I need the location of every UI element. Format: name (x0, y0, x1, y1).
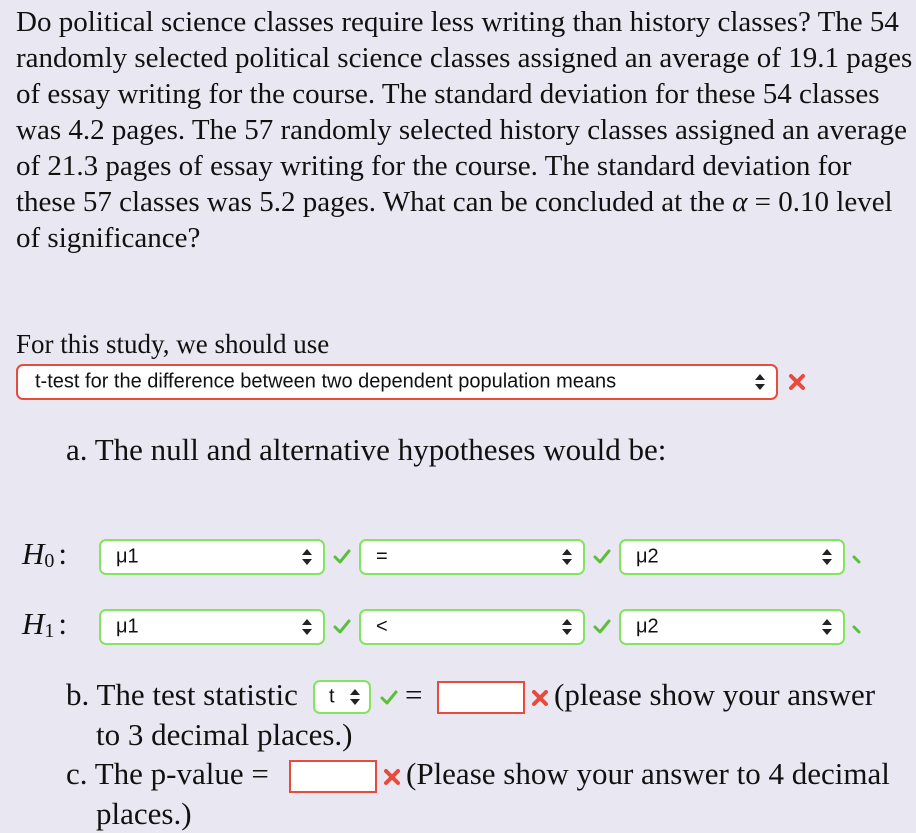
test-statistic-select[interactable] (313, 680, 371, 714)
select-arrows-icon (821, 548, 833, 566)
incorrect-icon (531, 689, 549, 707)
h0-left-select[interactable] (99, 539, 325, 575)
test-type-value: t-test for the difference between two dependent population means (35, 370, 617, 393)
test-statistic-value: t (329, 685, 335, 708)
part-c-instruction: (Please show your answer to 4 decimal (406, 756, 890, 791)
alpha-symbol: α (732, 186, 748, 218)
correct-check-icon (380, 689, 398, 707)
correct-check-icon (333, 618, 351, 636)
h1-right-value: μ2 (636, 615, 659, 638)
part-b-instruction: (please show your answer (554, 677, 876, 712)
h0-left-value: μ1 (116, 545, 139, 568)
incorrect-icon (383, 768, 401, 786)
question-text (16, 4, 916, 256)
correct-check-icon (333, 548, 351, 566)
part-b-prefix: b. The test statistic (66, 677, 298, 712)
hypotheses-intro: a. The null and alternative hypotheses would be: (66, 432, 667, 467)
correct-check-icon (852, 548, 860, 566)
h1-label: $H_1$ : (22, 606, 68, 642)
question-text-part2: = 0.10 level of significance? (16, 186, 893, 254)
h1-operator-select[interactable] (359, 609, 585, 645)
study-label: For this study, we should use (16, 329, 330, 359)
part-c-prefix: c. The p-value = (66, 756, 269, 791)
h1-left-select[interactable] (99, 609, 325, 645)
select-arrows-icon (349, 688, 361, 706)
h0-operator-value: = (376, 545, 388, 568)
correct-check-icon (593, 548, 611, 566)
correct-check-icon (852, 618, 860, 636)
select-arrows-icon (561, 548, 573, 566)
h0-right-select[interactable] (619, 539, 845, 575)
select-arrows-icon (754, 373, 766, 391)
test-type-select[interactable] (16, 364, 778, 400)
part-c-instruction-line2: places.) (96, 796, 192, 831)
part-b-equals: = (405, 677, 423, 712)
select-arrows-icon (301, 618, 313, 636)
h1-left-value: μ1 (116, 615, 139, 638)
select-arrows-icon (301, 548, 313, 566)
select-arrows-icon (561, 618, 573, 636)
h0-label: $H_0$ : (22, 536, 68, 572)
h0-operator-select[interactable] (359, 539, 585, 575)
p-value-input[interactable] (289, 760, 377, 793)
h1-operator-value: < (376, 615, 388, 638)
select-arrows-icon (821, 618, 833, 636)
part-b-instruction-line2: to 3 decimal places.) (96, 717, 353, 752)
correct-check-icon (593, 618, 611, 636)
h1-right-select[interactable] (619, 609, 845, 645)
incorrect-icon (788, 373, 806, 391)
question-text-part1: Do political science classes require less writing than history classes? The 54 randomly selected political science classes assigned an average of 19.1 pages of essay writing for the course. The standard deviation for these 54 classes was 4.2 pages. The 57 randomly selected history classes assigned an average of 21.3 pages of essay writing for the course. The standard deviation for these 57 classes was 5.2 pages. What can be concluded at the (16, 6, 913, 218)
h0-right-value: μ2 (636, 545, 659, 568)
test-statistic-input[interactable] (437, 681, 525, 714)
